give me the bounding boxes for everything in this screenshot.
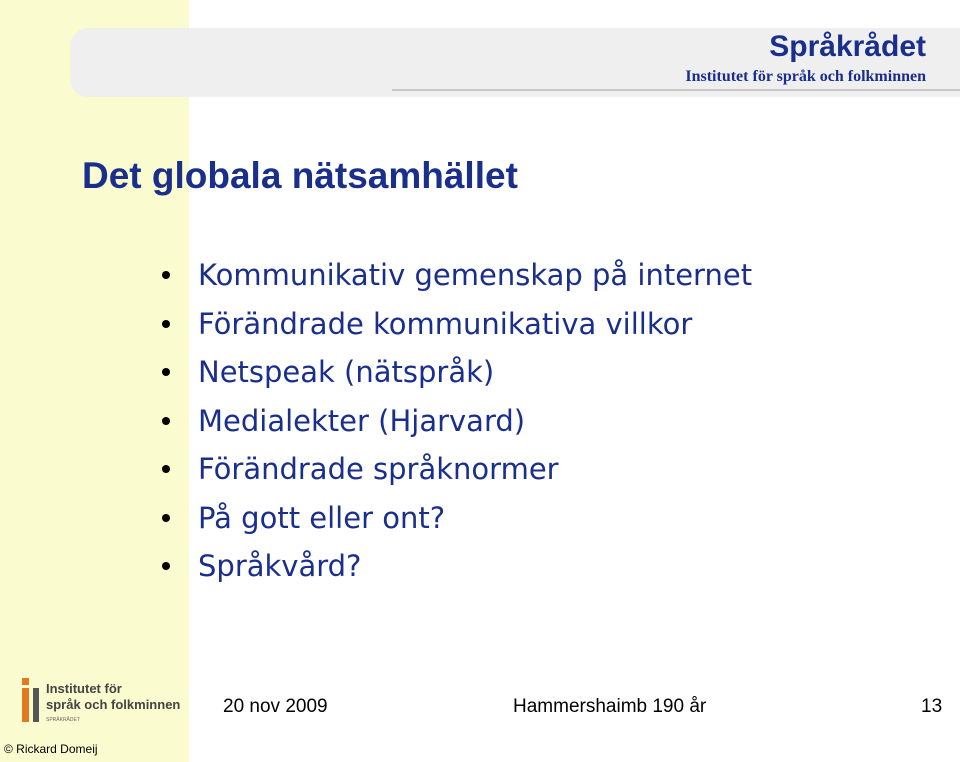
bullet-dot-icon [162, 562, 170, 570]
bullet-item [162, 546, 752, 595]
bullet-dot-icon [162, 271, 170, 279]
footer-date: 20 nov 2009 [223, 696, 328, 717]
bullet-dot-icon [162, 320, 170, 328]
institute-logo [22, 676, 187, 724]
slide-title: Det globala nätsamhället [82, 155, 518, 196]
bullet-dot-icon [162, 417, 170, 425]
bullet-text: På gott eller ont? [198, 500, 446, 535]
bullet-item [162, 449, 752, 498]
logo-line3: SPRÅKRÅDET [46, 717, 80, 723]
bullet-item [162, 255, 752, 304]
logo-bar-gray [33, 688, 39, 722]
bullet-item [162, 352, 752, 401]
bullet-text: Kommunikativ gemenskap på internet [198, 258, 753, 292]
bullet-text: Medialekter (Hjarvard) [198, 403, 526, 438]
bullet-item [162, 401, 752, 450]
bullet-dot-icon [162, 514, 170, 522]
bullet-dot-icon [162, 368, 170, 376]
page-number: 13 [921, 696, 943, 717]
bullet-text: Förändrade kommunikativa villkor [198, 306, 693, 341]
bullet-item [162, 498, 752, 547]
org-subtitle: Institutet för språk och folkminnen [685, 68, 926, 85]
bullet-dot-icon [162, 465, 170, 473]
left-decorative-band [0, 0, 189, 762]
org-name: Språkrådet [769, 30, 926, 63]
logo-dot [22, 678, 29, 685]
logo-line2: språk och folkminnen [46, 697, 181, 712]
bullet-item [162, 304, 752, 353]
footer-event: Hammershaimb 190 år [513, 696, 707, 717]
header-divider [392, 89, 960, 91]
bullet-list [162, 255, 752, 595]
bullet-text: Förändrade språknormer [198, 452, 559, 486]
bullet-text: Språkvård? [198, 549, 362, 583]
logo-bar [22, 688, 29, 722]
bullet-text: Netspeak (nätspråk) [198, 355, 495, 389]
logo-line1: Institutet för [46, 681, 122, 696]
copyright: © Rickard Domeij [4, 742, 98, 756]
